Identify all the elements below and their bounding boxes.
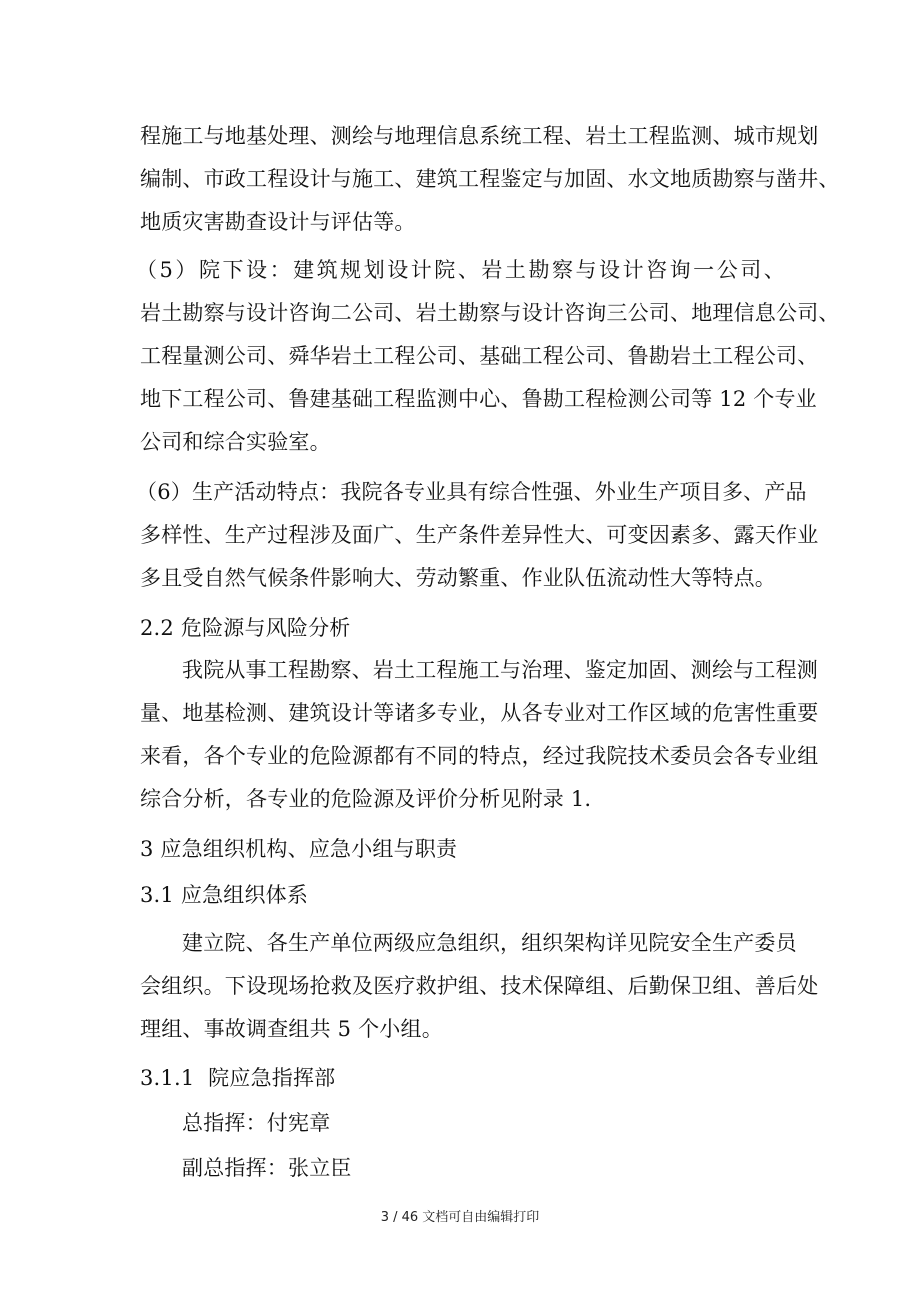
section-heading-3: 3 应急组织机构、应急小组与职责 [140,837,458,861]
item-6-line-2: 多样性、生产过程涉及面广、生产条件差异性大、可变因素多、露天作业 [140,523,819,547]
paragraph-line-2: 编制、市政工程设计与施工、建筑工程鉴定与加固、水文地质勘察与凿井、 [140,167,840,191]
risk-paragraph-line-2: 量、地基检测、建筑设计等诸多专业，从各专业对工作区域的危害性重要 [140,701,819,725]
section-heading-3-1: 3.1 应急组织体系 [140,883,309,907]
item-6-heading-line: （6）生产活动特点：我院各专业具有综合性强、外业生产项目多、产品 [136,480,807,504]
item-5-line-4: 地下工程公司、鲁建基础工程监测中心、鲁勘工程检测公司等 12 个专业 [140,387,817,411]
org-paragraph-line-1: 建立院、各生产单位两级应急组织，组织架构详见院安全生产委员 [182,931,797,955]
page-footer: 3 / 46 文档可自由编辑打印 [380,1210,540,1225]
risk-paragraph-line-4: 综合分析，各专业的危险源及评价分析见附录 1. [140,787,592,811]
paragraph-line-1: 程施工与地基处理、测绘与地理信息系统工程、岩土工程监测、城市规划 [140,124,819,148]
item-6-line-3: 多且受自然气候条件影响大、劳动繁重、作业队伍流动性大等特点。 [140,566,776,590]
commander-line: 总指挥：付宪章 [182,1111,331,1135]
risk-paragraph-line-3: 来看，各个专业的危险源都有不同的特点，经过我院技术委员会各专业组 [140,744,819,768]
item-5-line-2: 岩土勘察与设计咨询二公司、岩土勘察与设计咨询三公司、地理信息公司、 [140,301,840,325]
org-paragraph-line-2: 会组织。下设现场抢救及医疗救护组、技术保障组、后勤保卫组、善后处 [140,974,819,998]
risk-paragraph-line-1: 我院从事工程勘察、岩土工程施工与治理、鉴定加固、测绘与工程测 [182,658,818,682]
item-5-line-3: 工程量测公司、舜华岩土工程公司、基础工程公司、鲁勘岩土工程公司、 [140,344,819,368]
item-5-heading-line: （5）院下设：建筑规划设计院、岩土勘察与设计咨询一公司、 [136,258,785,282]
section-heading-3-1-1: 3.1.1 院应急指挥部 [140,1066,336,1090]
section-heading-2-2: 2.2 危险源与风险分析 [140,616,351,640]
item-5-line-5: 公司和综合实验室。 [140,430,331,454]
paragraph-line-3: 地质灾害勘查设计与评估等。 [140,210,416,234]
deputy-commander-line: 副总指挥：张立臣 [182,1156,352,1180]
org-paragraph-line-3: 理组、事故调查组共 5 个小组。 [140,1017,443,1041]
